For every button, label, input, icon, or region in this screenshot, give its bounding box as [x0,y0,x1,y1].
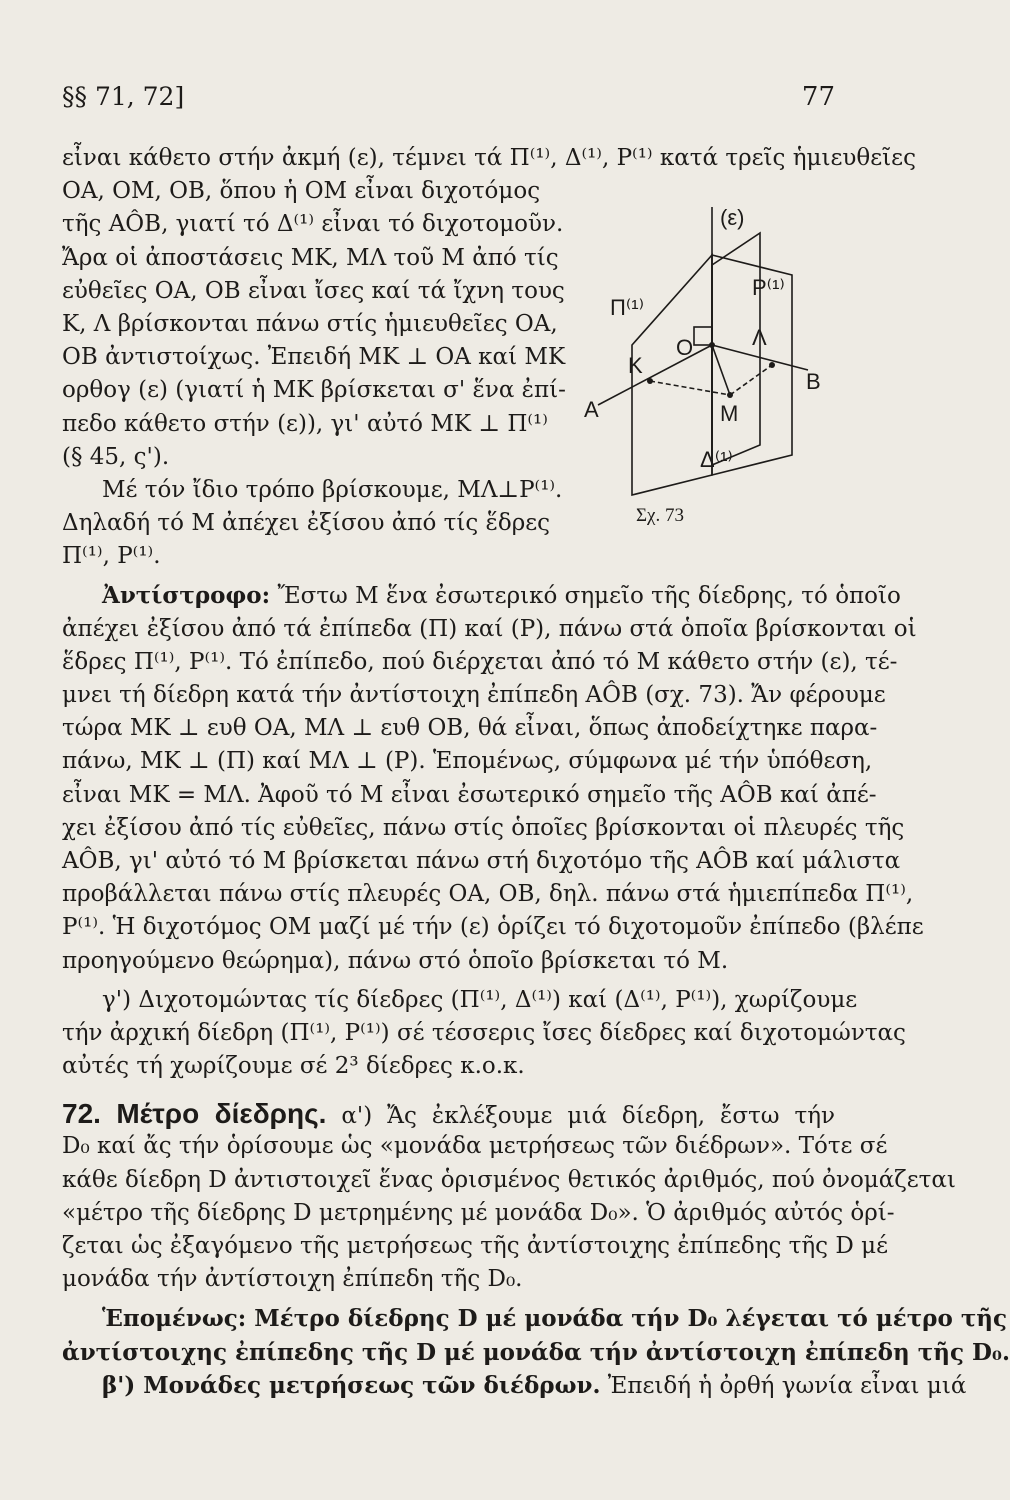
converse-label: Ἀντίστροφο: [102,582,271,610]
text-line: Ἄρα οἱ ἀποστάσεις MK, MΛ τοῦ M ἀπό τίς [62,244,559,271]
text-line: γ') Διχοτομώντας τίς δίεδρες (Π⁽¹⁾, Δ⁽¹⁾) καί (Δ⁽¹⁾, Ρ⁽¹⁾), χωρίζουμε [102,986,858,1013]
label-m: M [720,401,739,426]
text-line: προβάλλεται πάνω στίς πλευρές OA, OB, δηλ. πάνω στά ἡμιεπίπεδα Π⁽¹⁾, [62,881,914,908]
text-line: αὐτές τή χωρίζουμε σέ 2³ δίεδρες κ.ο.κ. [62,1053,525,1080]
text-line: χει ἐξίσου ἀπό τίς εὐθεῖες, πάνω στίς ὁποῖες βρίσκονται οἱ πλευρές τῆς [62,814,905,841]
section-72-first-line [62,1097,835,1130]
label-pi: Π⁽¹⁾ [610,295,645,320]
text-line: ορθογ (ε) (γιατί ἡ MK βρίσκεται σ' ἕνα ἐπί- [62,377,566,404]
text-line: Μέ τόν ἴδιο τρόπο βρίσκουμε, MΛ⊥Ρ⁽¹⁾. [102,476,563,503]
page-number: 77 [801,82,835,112]
section-intro: α') Ἄς ἐκλέξουμε μιά δίεδρη, ἔστω τήν [341,1103,835,1130]
units-heading: β') Μονάδες μετρήσεως τῶν διέδρων. [102,1371,601,1399]
text-line: εἶναι MK = MΛ. Ἀφοῦ τό M εἶναι ἐσωτερικό σημεῖο τῆς AÔB καί ἀπέ- [62,781,877,808]
text-line: εὐθεῖες OA, OB εἶναι ἴσες καί τά ἴχνη τους [62,277,565,304]
text-line: τήν ἀρχική δίεδρη (Π⁽¹⁾, Ρ⁽¹⁾) σέ τέσσερις ἴσες δίεδρες καί διχοτομώντας [62,1019,906,1046]
text-line: μνει τή δίεδρη κατά τήν ἀντίστοιχη ἐπίπεδη AÔB (σχ. 73). Ἄν φέρουμε [62,682,886,708]
units-text: Ἐπειδή ἡ ὀρθή γωνία εἶναι μιά [607,1372,967,1399]
definition-line: Ἑπομένως: Μέτρο δίεδρης D μέ μονάδα τήν D₀ λέγεται τό μέτρο τῆς [102,1305,1008,1333]
converse-line [62,579,901,612]
text-line: εἶναι κάθετο στήν ἀκμή (ε), τέμνει τά Π⁽¹⁾, Δ⁽¹⁾, Ρ⁽¹⁾ κατά τρεῖς ἡμιευθεῖες [62,145,916,171]
section-reference: §§ 71, 72] [62,82,185,111]
figure-caption: Σχ. 73 [636,505,684,526]
text-line: πεδο κάθετο στήν (ε)), γι' αὐτό MK ⊥ Π⁽¹⁾ [62,410,548,437]
text-line: (§ 45, ς'). [62,443,170,470]
definition-line: ἀντίστοιχης ἐπίπεδης τῆς D μέ μονάδα τήν ἀντίστοιχη ἐπίπεδη τῆς D₀. [62,1338,1010,1366]
text-line: Δηλαδή τό M ἀπέχει ἐξίσου ἀπό τίς ἕδρες [62,510,551,537]
text-line: OA, OM, OB, ὅπου ἡ OM εἶναι διχοτόμος [62,178,541,205]
text-line: K, Λ βρίσκονται πάνω στίς ἡμιευθεῖες OA, [62,310,558,337]
running-head [62,82,835,112]
text-line: Π⁽¹⁾, Ρ⁽¹⁾. [62,543,161,570]
label-o: O [676,335,694,360]
text-line: «μέτρο τῆς δίεδρης D μετρημένης μέ μονάδα D₀». Ὁ ἀριθμός αὐτός ὁρί- [62,1199,895,1226]
text-line: ἀπέχει ἐξίσου ἀπό τά ἐπίπεδα (Π) καί (Ρ), πάνω στά ὁποῖα βρίσκονται οἱ [62,615,917,642]
converse-text: Ἔστω M ἕνα ἐσωτερικό σημεῖο τῆς δίεδρης, τό ὁποῖο [277,583,901,610]
label-edge: (ε) [720,205,745,230]
text-line: προηγούμενο θεώρημα), πάνω στό ὁποῖο βρίσκεται τό M. [62,947,729,974]
text-line: κάθε δίεδρη D ἀντιστοιχεῖ ἕνας ὁρισμένος θετικός ἀριθμός, πού ὀνομάζεται [62,1166,956,1193]
text-line: τώρα MK ⊥ ευθ OA, MΛ ⊥ ευθ OB, θά εἶναι, ὅπως ἀποδείχτηκε παρα- [62,715,878,742]
text-line: AÔB, γι' αὐτό τό M βρίσκεται πάνω στή διχοτόμο τῆς AÔB καί μάλιστα [62,847,901,874]
text-line: ζεται ὡς ἐξαγόμενο τῆς μετρήσεως τῆς ἀντίστοιχης ἐπίπεδης τῆς D μέ [62,1233,888,1259]
section-heading: 72. Μέτρο δίεδρης. [62,1098,327,1130]
units-line [62,1369,967,1402]
label-k: K [628,353,643,378]
text-line: D₀ καί ἄς τήν ὁρίσουμε ὡς «μονάδα μετρήσεως τῶν διέδρων». Τότε σέ [62,1133,888,1160]
label-lambda: Λ [752,325,767,350]
label-a: A [584,397,599,422]
text-line: Ρ⁽¹⁾. Ἡ διχοτόμος OM μαζί μέ τήν (ε) ὁρίζει τό διχοτομοῦν ἐπίπεδο (βλέπε [62,914,924,941]
body-text [62,142,1010,1402]
label-b: B [806,369,821,394]
label-delta: Δ⁽¹⁾ [700,447,733,472]
text-line: ἕδρες Π⁽¹⁾, Ρ⁽¹⁾. Τό ἐπίπεδο, πού διέρχεται ἀπό τό M κάθετο στήν (ε), τέ- [62,648,898,675]
text-line: πάνω, MK ⊥ (Π) καί MΛ ⊥ (Ρ). Ἑπομένως, σύμφωνα μέ τήν ὑπόθεση, [62,748,873,775]
text-line: OB ἀντιστοίχως. Ἐπειδή MK ⊥ OA καί MK [62,344,566,371]
text-line: μονάδα τήν ἀντίστοιχη ἐπίπεδη τῆς D₀. [62,1266,523,1293]
text-line: τῆς AÔB, γιατί τό Δ⁽¹⁾ εἶναι τό διχοτομοῦν. [62,211,564,238]
label-rho: Ρ⁽¹⁾ [752,275,785,300]
